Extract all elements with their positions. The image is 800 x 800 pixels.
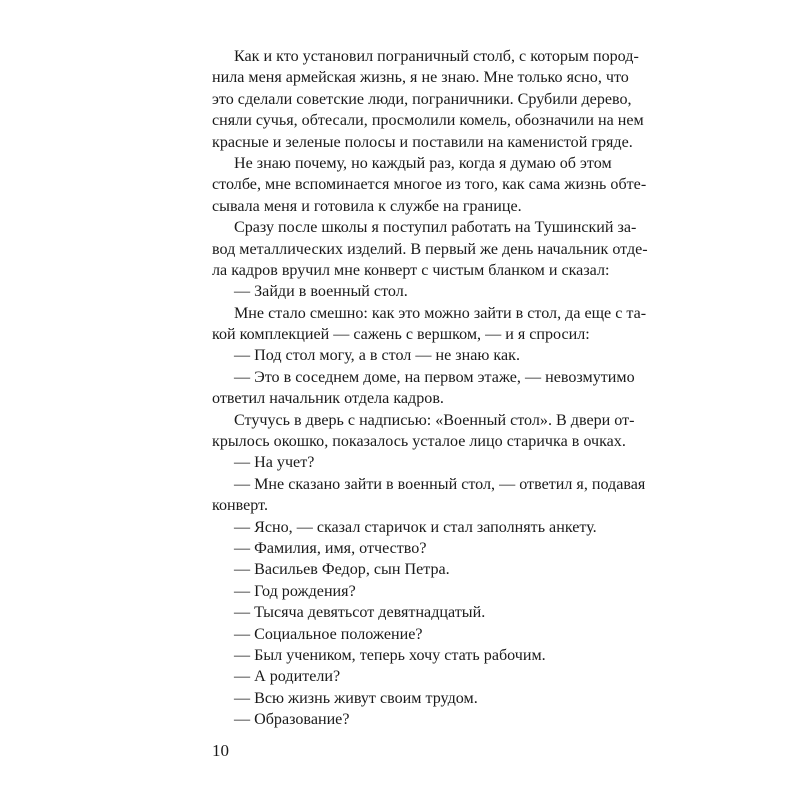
text-line: — Тысяча девятьсот девятнадцатый. — [234, 604, 486, 622]
page-text-block — [212, 46, 648, 731]
text-line: вод металлических изделий. В первый же день начальник отде- — [212, 240, 648, 258]
text-line: Стучусь в дверь с надписью: «Военный стол». В двери от- — [234, 411, 635, 429]
text-line: ответил начальник отдела кадров. — [212, 390, 444, 408]
text-line: ла кадров вручил мне конверт с чистым бланком и сказал: — [212, 261, 610, 279]
text-line: — Это в соседнем доме, на первом этаже, — невозмутимо — [234, 368, 635, 386]
text-line: Как и кто установил пограничный столб, с которым пород- — [234, 48, 639, 65]
text-line: нила меня армейская жизнь, я не знаю. Мне только ясно, что — [212, 69, 629, 87]
text-line: — Образование? — [234, 711, 350, 729]
text-line: Не знаю почему, но каждый раз, когда я думаю об этом — [234, 154, 612, 172]
text-line: — Социальное положение? — [234, 625, 423, 643]
text-line: — А родители? — [234, 668, 341, 686]
text-line: — Фамилия, имя, отчество? — [234, 539, 427, 557]
text-line: столбе, мне вспоминается многое из того, как сама жизнь обте- — [212, 176, 647, 194]
text-line: Мне стало смешно: как это можно зайти в стол, да еще с та- — [234, 304, 647, 322]
page-number: 10 — [212, 741, 229, 760]
text-line: — Зайди в военный стол. — [234, 283, 408, 301]
text-line: — Мне сказано зайти в военный стол, — ответил я, подавая — [234, 475, 646, 493]
text-line: — Под стол могу, а в стол — не знаю как. — [234, 347, 520, 365]
text-line: Сразу после школы я поступил работать на Тушинский за- — [234, 219, 637, 237]
text-line: кой комплекцией — сажень с вершком, — и я спросил: — [212, 326, 590, 344]
text-line: — Всю жизнь живут своим трудом. — [234, 689, 478, 707]
text-line: красные и зеленые полосы и поставили на каменистой гряде. — [212, 133, 633, 151]
text-line: конверт. — [212, 497, 268, 515]
text-line: крылось окошко, показалось усталое лицо старичка в очках. — [212, 433, 626, 451]
text-line: — На учет? — [234, 454, 315, 472]
text-line: это сделали советские люди, пограничники. Срубили дерево, — [212, 90, 632, 108]
text-line: — Васильев Федор, сын Петра. — [234, 561, 450, 579]
text-line: — Ясно, — сказал старичок и стал заполнять анкету. — [234, 518, 597, 536]
text-line: сняли сучья, обтесали, просмолили комель, обозначили на нем — [212, 112, 644, 130]
text-line: сывала меня и готовила к службе на границе. — [212, 197, 522, 215]
text-line: — Год рождения? — [234, 582, 356, 600]
text-line: — Был учеником, теперь хочу стать рабочим. — [234, 646, 546, 664]
